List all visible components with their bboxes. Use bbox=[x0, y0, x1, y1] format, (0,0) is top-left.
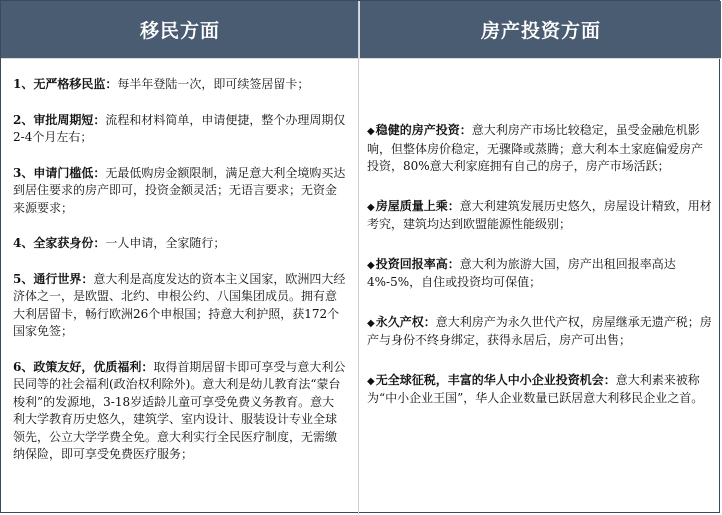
item-title: 永久产权： bbox=[375, 314, 436, 329]
diamond-bullet-icon: ◆ bbox=[367, 375, 375, 387]
property-item bbox=[367, 122, 712, 176]
item-text: 一人申请，全家随行； bbox=[105, 236, 226, 250]
item-title: 3、申请门槛低： bbox=[13, 165, 106, 180]
item-title: 4、全家获身份： bbox=[13, 236, 106, 250]
item-text: 无最低购房金额限制，满足意大利全境购买达到居住要求的房产即可，投资金额灵活；无语言要求；无资金来源要求； bbox=[13, 165, 346, 215]
immigration-column bbox=[1, 60, 358, 512]
item-text: 每半年登陆一次，即可续签居留卡； bbox=[117, 77, 310, 91]
item-text: 意大利为旅游大国，房产出租回报率高达4%-5%，自住或投资均可保值； bbox=[367, 256, 676, 289]
item-title: 无全球征税，丰富的华人中小企业投资机会： bbox=[375, 372, 616, 387]
item-text: 取得首期居留卡即可享受与意大利公民同等的社会福利(政治权利除外)。意大利是幼儿教育法“蒙台梭利”的发源地，3-18岁适龄儿童可享受免费义务教育。意大利大学教育历史悠久，建筑学、室内设计、服装设计专业全球领先，公立大学学费全免。意大利实行全民医疗制度，无需缴纳保险，即可享受免费医疗服务； bbox=[13, 359, 346, 461]
diamond-bullet-icon: ◆ bbox=[367, 126, 375, 137]
item-title: 2、审批周期短： bbox=[13, 112, 106, 127]
diamond-bullet-icon: ◆ bbox=[367, 317, 375, 329]
immigration-item bbox=[13, 165, 346, 218]
item-text: 意大利建筑发展历史悠久，房屋设计精致，用材考究，建筑均达到欧盟能源性能级别； bbox=[367, 198, 712, 231]
item-title: 5、通行世界： bbox=[13, 271, 94, 286]
item-title: 投资回报率高： bbox=[375, 256, 460, 271]
diamond-bullet-icon: ◆ bbox=[367, 259, 375, 271]
item-title: 6、政策友好，优质福利： bbox=[13, 359, 154, 374]
property-item bbox=[367, 198, 712, 234]
item-text: 意大利房产市场比较稳定，虽受金融危机影响，但整体房价稳定，无骤降或蒸腾；意大利本土家庭偏爱房产投资，80%意大利家庭拥有自己的房子，房产市场活跃； bbox=[367, 123, 704, 173]
property-item bbox=[367, 372, 712, 408]
property-item bbox=[367, 314, 712, 350]
immigration-item bbox=[13, 359, 346, 464]
item-text: 意大利房产为永久世代产权，房屋继承无遗产税；房产与身份不终身绑定，获得永居后，房产可出售； bbox=[367, 314, 712, 347]
immigration-item bbox=[13, 76, 346, 94]
diamond-bullet-icon: ◆ bbox=[367, 201, 375, 213]
immigration-item bbox=[13, 271, 346, 341]
header-row bbox=[1, 1, 721, 59]
item-text: 意大利素来被称为“中小企业王国”，华人企业数量已跃居意大利移民企业之首。 bbox=[367, 372, 704, 405]
item-title: 稳健的房产投资： bbox=[375, 123, 472, 137]
item-title: 1、无严格移民监： bbox=[13, 77, 118, 91]
item-text: 流程和材料简单，申请便捷，整个办理周期仅2-4个月左右； bbox=[13, 112, 346, 144]
immigration-item bbox=[13, 235, 346, 253]
property-column bbox=[359, 60, 720, 512]
immigration-item bbox=[13, 112, 346, 147]
item-text: 意大利是高度发达的资本主义国家，欧洲四大经济体之一，是欧盟、北约、申根公约、八国集团成员。拥有意大利居留卡，畅行欧洲26个申根国；持意大利护照，获172个国家免签； bbox=[13, 271, 346, 338]
property-item bbox=[367, 256, 712, 292]
item-title: 房屋质量上乘： bbox=[375, 198, 460, 213]
header-property-investment: 房产投资方面 bbox=[480, 20, 601, 42]
header-immigration: 移民方面 bbox=[139, 20, 220, 42]
